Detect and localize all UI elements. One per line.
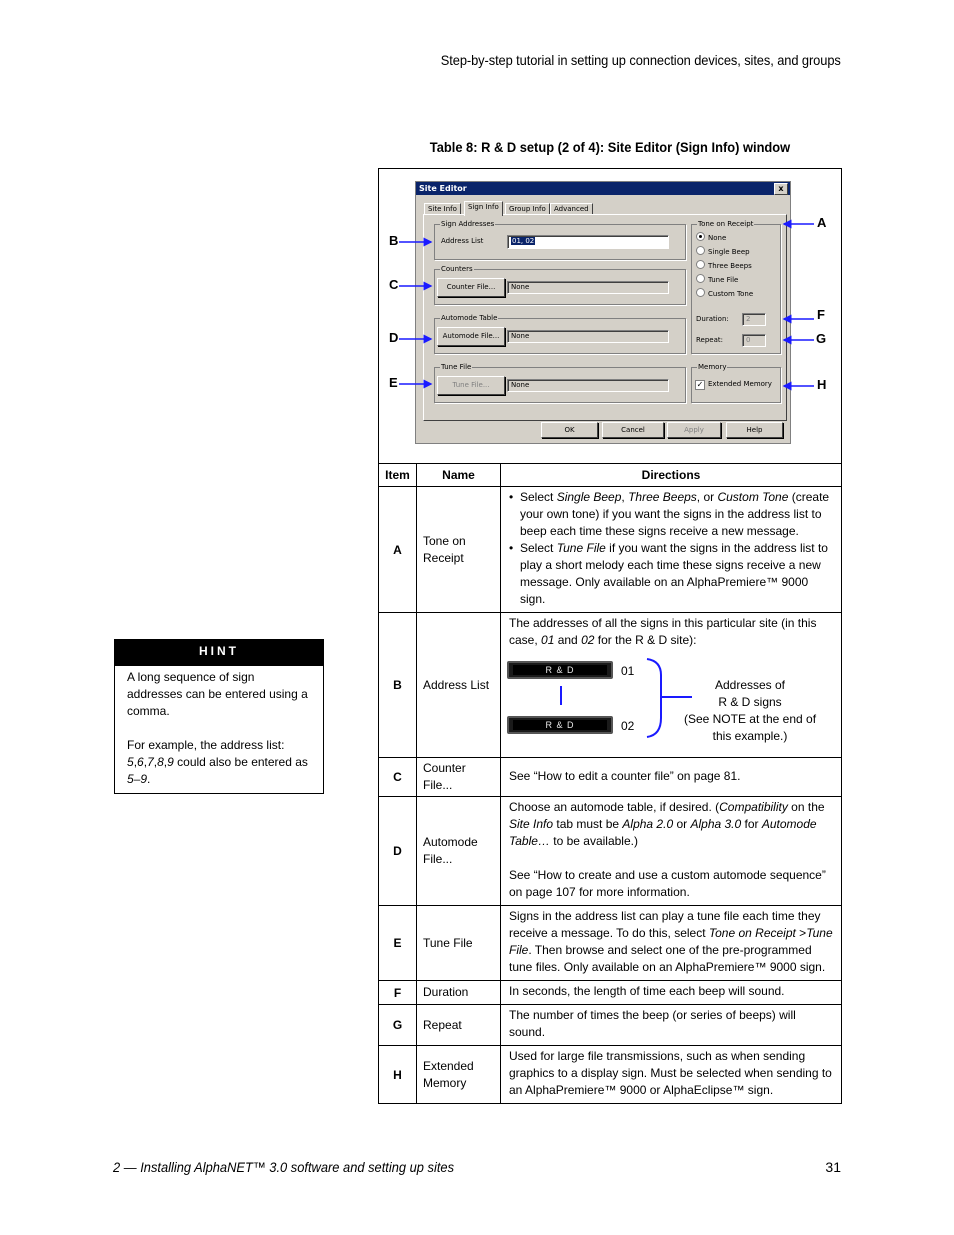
item-b: B — [379, 613, 417, 758]
close-icon[interactable]: x — [774, 183, 788, 195]
radio-single-beep[interactable]: Single Beep — [696, 246, 750, 257]
callout-g: G — [816, 331, 827, 346]
directions-f: In seconds, the length of time each beep will sound. — [501, 981, 842, 1005]
address-02: 02 — [621, 719, 635, 733]
address-caption: Addresses of R & D signs (See NOTE at the end of this example.) — [683, 678, 817, 743]
dialog-title: Site Editor — [419, 184, 467, 193]
screenshot-cell — [379, 169, 842, 464]
address-list-value: 01, 02 — [512, 237, 535, 245]
hint-body — [115, 666, 323, 788]
name-g: Repeat — [417, 1005, 501, 1046]
memory-label: Memory — [698, 363, 727, 371]
table-row — [379, 1005, 842, 1046]
tune-file-button[interactable]: Tune File... — [437, 376, 505, 395]
hint-title: HINT — [115, 640, 323, 666]
header-name: Name — [417, 464, 501, 487]
directions-c: See “How to edit a counter file” on page 81. — [501, 758, 842, 797]
radio-none[interactable]: None — [696, 232, 726, 243]
callout-d: D — [389, 330, 399, 345]
radio-three-beeps[interactable]: Three Beeps — [696, 260, 752, 271]
led-sign-1: R & D — [507, 661, 613, 679]
ok-button[interactable]: OK — [541, 422, 598, 438]
tone-on-receipt-label: Tone on Receipt — [698, 220, 754, 228]
directions-g: The number of times the beep (or series of beeps) will sound. — [501, 1005, 842, 1046]
address-illustration — [509, 653, 835, 753]
callout-f: F — [817, 307, 825, 322]
item-d: D — [379, 797, 417, 906]
counters-label: Counters — [441, 265, 473, 273]
name-a: Tone on Receipt — [417, 487, 501, 613]
bullet-a1: • Select Single Beep, Three Beeps, or Custom Tone (create your own tone) if you want the signs in the address list to beep each time these signs receive a new message. — [520, 489, 835, 540]
item-h: H — [379, 1046, 417, 1104]
tab-advanced[interactable]: Advanced — [550, 203, 593, 215]
automode-label: Automode Table — [441, 314, 498, 322]
table-row — [379, 487, 842, 613]
name-h: Extended Memory — [417, 1046, 501, 1104]
name-c: Counter File... — [417, 758, 501, 797]
checkmark-icon: ✓ — [696, 380, 704, 389]
setup-table — [378, 168, 842, 1104]
address-list-label: Address List — [441, 237, 484, 245]
automode-paragraph-2: See “How to create and use a custom automode sequence” on page 107 for more information. — [509, 868, 826, 899]
footer-chapter: 2 — Installing AlphaNET™ 3.0 software and setting up sites — [113, 1159, 455, 1175]
tab-sign-info[interactable]: Sign Info — [464, 201, 503, 216]
extended-memory-checkbox[interactable]: ✓ Extended Memory — [696, 380, 772, 389]
name-b: Address List — [417, 613, 501, 758]
hint-paragraph-2: For example, the address list: 5,6,7,8,9 could also be entered as 5–9. — [127, 738, 308, 786]
automode-file-button[interactable]: Automode File... — [437, 327, 505, 346]
callout-h: H — [817, 377, 827, 392]
table-caption: Table 8: R & D setup (2 of 4): Site Editor (Sign Info) window — [429, 139, 791, 155]
directions-d — [501, 797, 842, 906]
table-row — [379, 1046, 842, 1104]
tune-file-field: None — [507, 379, 669, 392]
name-e: Tune File — [417, 906, 501, 981]
callout-arrows — [379, 169, 841, 463]
help-button[interactable]: Help — [726, 422, 783, 438]
automode-file-field: None — [507, 330, 669, 343]
header-item: Item — [379, 464, 417, 487]
callout-e: E — [389, 375, 398, 390]
item-c: C — [379, 758, 417, 797]
tab-site-info[interactable]: Site Info — [424, 203, 461, 215]
radio-custom-tone[interactable]: Custom Tone — [696, 288, 753, 299]
table-row — [379, 981, 842, 1005]
item-e: E — [379, 906, 417, 981]
item-f: F — [379, 981, 417, 1005]
bullet-a2: • Select Tune File if you want the signs in the address list to play a short melody each time these signs receive a new message. Only available on an AlphaPremiere™ 9000 sign. — [520, 540, 835, 608]
table-row — [379, 906, 842, 981]
counter-file-button[interactable]: Counter File... — [437, 278, 505, 297]
led-sign-2: R & D — [507, 716, 613, 734]
directions-h: Used for large file transmissions, such as when sending graphics to a display sign. Must be selected when sending to an AlphaPremiere™ 9000 or AlphaEclipse™ sign. — [501, 1046, 842, 1104]
cancel-button[interactable]: Cancel — [602, 422, 664, 438]
directions-b — [501, 613, 842, 758]
apply-button[interactable]: Apply — [667, 422, 721, 438]
header-directions: Directions — [501, 464, 842, 487]
repeat-label: Repeat: — [696, 336, 723, 344]
callout-a: A — [817, 215, 827, 230]
hint-box — [114, 639, 324, 794]
directions-a — [501, 487, 842, 613]
duration-label: Duration: — [696, 315, 729, 323]
radio-tune-file[interactable]: Tune File — [696, 274, 738, 285]
counter-file-field: None — [507, 281, 669, 294]
table-row — [379, 613, 842, 758]
repeat-field[interactable]: 0 — [742, 334, 766, 347]
item-a: A — [379, 487, 417, 613]
callout-c: C — [389, 277, 399, 292]
hint-paragraph-1: A long sequence of sign addresses can be entered using a comma. — [127, 670, 308, 718]
sign-addresses-label: Sign Addresses — [441, 220, 495, 228]
running-head: Step-by-step tutorial in setting up connection devices, sites, and groups — [441, 52, 841, 68]
address-list-text: The addresses of all the signs in this particular site (in this case, 01 and 02 for the R & D site): — [509, 616, 817, 647]
automode-paragraph-1: Choose an automode table, if desired. (Compatibility on the Site Info tab must be Alpha 2.0 or Alpha 3.0 for Automode Table… to be available.) — [509, 800, 825, 848]
item-g: G — [379, 1005, 417, 1046]
address-01: 01 — [621, 664, 635, 678]
table-row — [379, 797, 842, 906]
directions-e: Signs in the address list can play a tune file each time they receive a message. To do this, select Tone on Receipt >Tune File. Then browse and select one of the pre-programmed tune files. Only available on an AlphaPremiere™ 9000 sign. — [501, 906, 842, 981]
name-d: Automode File... — [417, 797, 501, 906]
tune-file-group-label: Tune File — [441, 363, 472, 371]
page-number: 31 — [825, 1159, 841, 1175]
tab-group-info[interactable]: Group Info — [505, 203, 550, 215]
duration-field[interactable]: 2 — [742, 313, 766, 326]
callout-b: B — [389, 233, 399, 248]
table-header-row — [379, 464, 842, 487]
table-row — [379, 758, 842, 797]
name-f: Duration — [417, 981, 501, 1005]
